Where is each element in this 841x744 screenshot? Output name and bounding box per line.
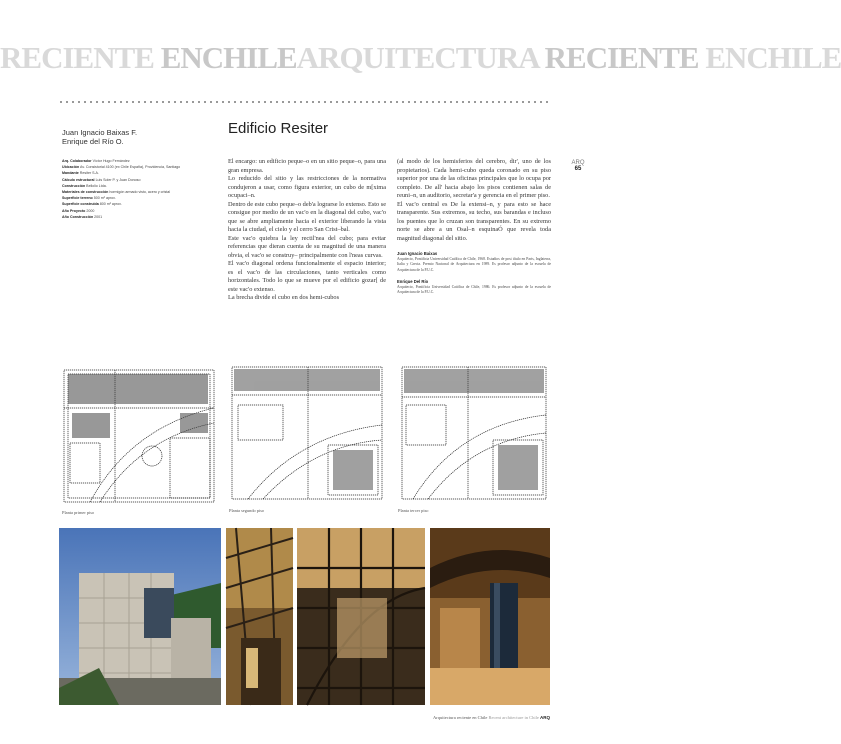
journal-label: ARQ [571,160,585,166]
body-column-2 [397,158,551,295]
body-paragraph: El vac'o central es De la extensi–n, y para esto se hace transparente. Sus extremos, su techo, sus barandas e incluso los puentes que lo cruzan son transparentes. En su extremo norte se abre a un Osal–n esquinaÓ que revela toda magnitud diagonal del sitio. [397,200,551,242]
author-bio [397,279,551,296]
body-column-1 [228,158,386,303]
body-paragraph: (al modo de los hemisferios del cerebro, dir', uno de los propietarios). Cada hemi-cubo queda coronado en su piso superior por una de las oficinas principales que lo ocupa por completo. De all' hacia abajo los pisos contienen salas de reuni–n, un auditorio, secretar'a y gerencia en el primer piso. [397,158,551,199]
photo-building-exterior [59,528,221,705]
credit-row: Ubicación Av. Consistorial 4100 (ex Chile España), Providencia, Santiago [62,165,181,170]
body-paragraph: Lo reducido del sitio y las restricciones de la normativa condujeron a usar, como figura exterior, un cubo de m[xima ocupaci–n. [228,175,386,199]
body-paragraph: El vac'o diagonal ordena funcionalmente el espacio interior; es el vac'o de las circulaciones, tanto verticales como horizontales. Todo lo que se mueve por el edificio gozar[ de este vac'o extenso. [228,260,386,293]
credit-row: Cálculo estructural Luis Soler P. y Juan Donoso [62,177,141,182]
banner-word: ENCHILE [705,40,841,75]
footer-title: Arquitectura reciente en Chile [433,715,488,720]
authors [62,128,212,146]
credit-row: Año Construcción 2001 [62,214,103,219]
credit-row: Arq. Colaborador Víctor Hugo Fernández [62,159,130,163]
photo-glass-void [297,528,425,705]
floor-plan-2 [228,365,386,503]
credit-row: Construcción Bellolio Ltda. [62,183,107,188]
floor-plan-3 [398,365,550,503]
photo-atrium-column [430,528,550,705]
bio-name: Juan Ignacio Baixas [397,251,438,256]
footer-brand: ARQ [540,715,550,720]
bio-text: Arquitecto, Pontificia Universidad Católica de Chile, 1986. Es profesor adjunto de la escuela de Arquitectura de la P.U.C. [397,285,551,295]
footer-title-en: Recent architecture in Chile [488,715,539,720]
banner-word: RECIENTE [544,40,699,75]
credit-row: Mandante Resiter S.A. [62,171,99,176]
author-name: Enrique del Río O. [62,137,124,146]
dotted-divider [58,101,550,103]
plan-caption: Planta segundo piso [229,508,265,513]
project-credits [62,158,222,220]
page-footer [433,715,550,720]
author-bio [397,251,551,273]
page-marker [566,160,590,172]
banner-title [0,40,841,76]
body-paragraph: La brecha divide el cubo en dos hemi-cubos [228,294,340,301]
article-title: Edificio Resiter [228,120,329,137]
banner-word: RECIENTE [0,40,154,75]
credit-row: Superficie construida 800 m² aprox. [62,202,122,207]
author-name: Juan Ignacio Baixas F. [62,128,138,137]
banner-word: ENCHILE [160,40,297,75]
bio-text: Arquitecto, Pontificia Universidad Católica de Chile, 1968. Estudios de post título en Paris, Inglaterra, Italia y Grecia. Premio Nacional de Arquitectura en 1989. Es profesor adjunto de la escuela de Arquitectura de la P.U.C. [397,257,551,272]
plan-caption: Planta tercer piso [398,508,429,513]
banner-word: ARQUITECTURA [296,40,538,75]
page-number: 65 [574,166,582,172]
body-paragraph: El encargo: un edificio peque–o en un sitio peque–o, para una gran empresa. [228,158,386,174]
bio-name: Enrique Del Río [397,278,429,284]
credit-row: Superficie terreno 500 m² aprox. [62,196,116,201]
body-paragraph: Este vac'o quiebra la ley rectil'nea del cubo; para evitar referencias que dieran cuenta de su magnitud de una manera obvia, el vac'o se construy– principalmente con l'neas curvas. [228,234,386,259]
credit-row: Año Proyecto 2000 [62,208,95,213]
floor-plan-1 [60,368,218,506]
photo-interior-stair [226,528,293,705]
credit-row: Materiales de construcción hormigón armado visto, acero y cristal [62,190,171,195]
plan-caption: Planta primer piso [62,510,95,515]
body-paragraph: Dentro de este cubo peque–o deb'a lograrse lo extenso. Esto se consigue por medio de un vac'o en la diagonal del cubo, vac'o que se abre ampliamente hacia el exterior liberando la vista hacia la ciudad, el cielo y el cerro San Crist–bal. [228,200,386,233]
